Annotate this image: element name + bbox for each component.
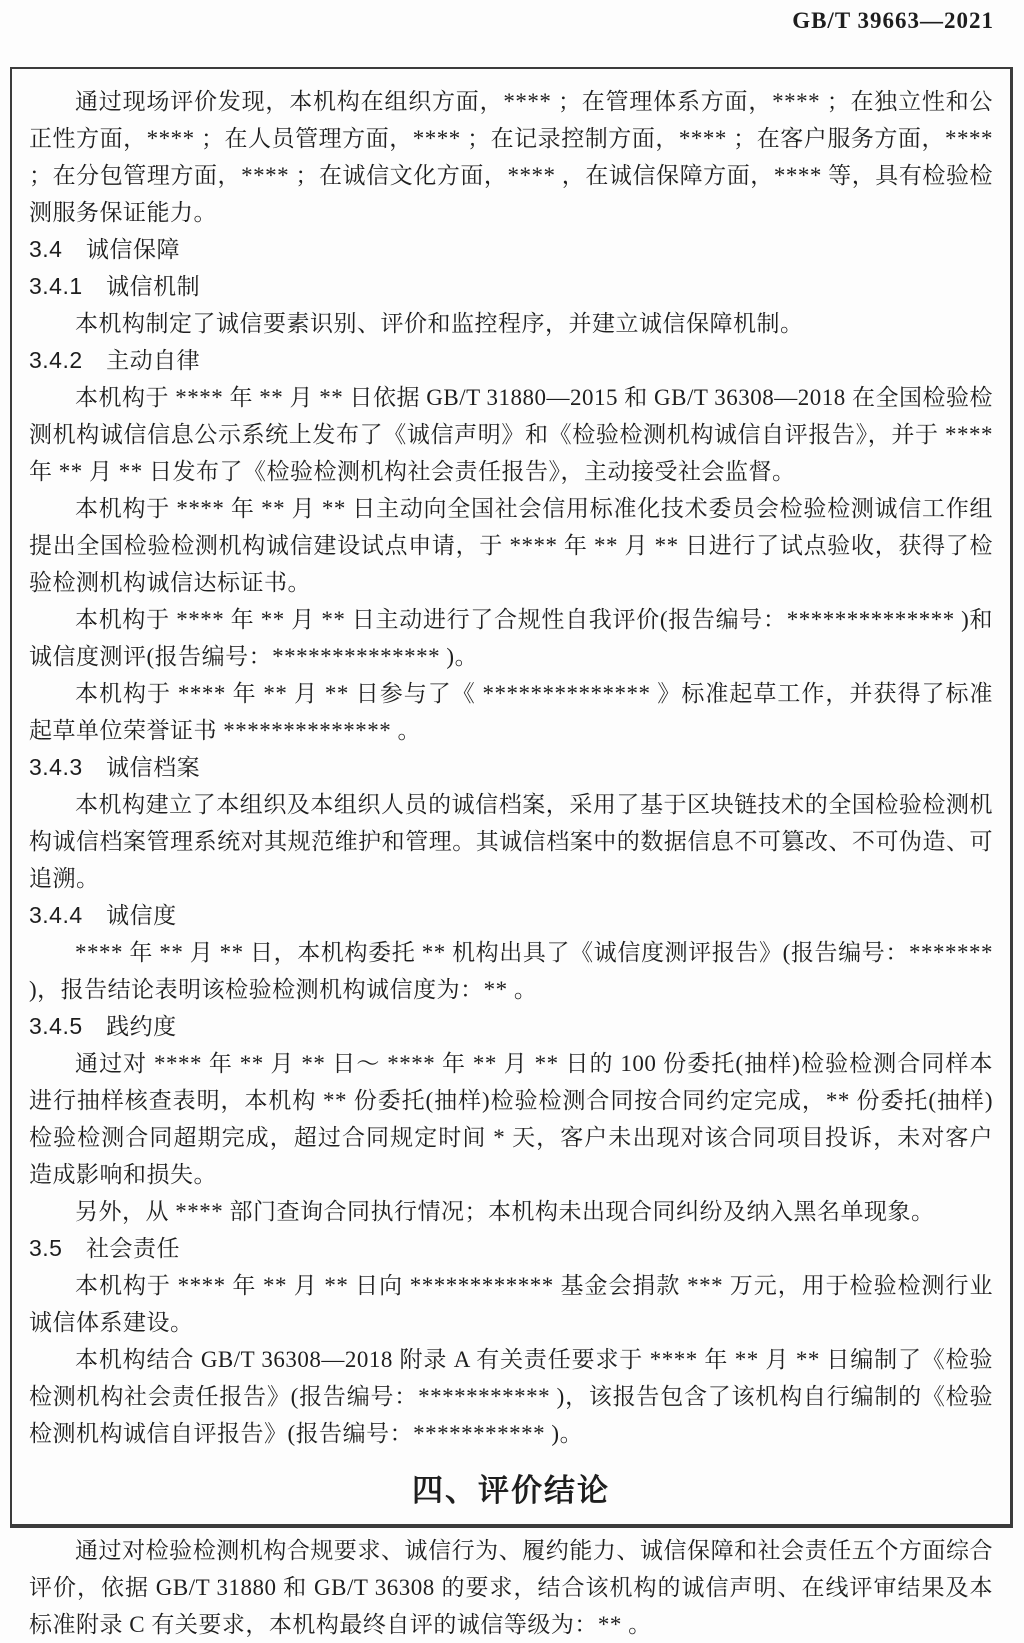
paragraph-integrity-degree-report: **** 年 ** 月 ** 日，本机构委托 ** 机构出具了《诚信度测评报告》(报告编号：******* )，报告结论表明该检验检测机构诚信度为：** 。 — [29, 940, 993, 1002]
paragraph-blockchain-archives: 本机构建立了本组织及本组织人员的诚信档案，采用了基于区块链技术的全国检验检测机构诚信档案管理系统对其规范维护和管理。其诚信档案中的数据信息不可篡改、不可伪造、可追溯。 — [29, 792, 993, 891]
clause-heading-3-4-3-integrity-archives: 3.4.3 诚信档案 — [29, 754, 201, 780]
section-heading-evaluation-conclusion: 四、评价结论 — [412, 1473, 610, 1508]
paragraph-onsite-evaluation-overview: 通过现场评价发现，本机构在组织方面，**** ；在管理体系方面，**** ；在独立性和公正性方面，**** ；在人员管理方面，**** ；在记录控制方面，**** ；在客户服务方面，**** ；在分包管理方面，**** ；在诚信文化方面，**** ，在诚信保障方面，**** 等，具有检验检测服务保证能力。 — [29, 89, 993, 225]
clause-heading-3-5-social-responsibility: 3.5 社会责任 — [29, 1235, 180, 1261]
paragraph-final-self-evaluation-grade: 通过对检验检测机构合规要求、诚信行为、履约能力、诚信保障和社会责任五个方面综合评价，依据 GB/T 31880 和 GB/T 36308 的要求，结合该机构的诚信声明、在线评审结果及本标准附录 C 有关要求，本机构最终自评的诚信等级为：** 。 — [29, 1538, 993, 1637]
clause-heading-3-4-2-self-discipline: 3.4.2 主动自律 — [29, 347, 201, 373]
paragraph-contract-dispute-query: 另外，从 **** 部门查询合同执行情况；本机构未出现合同纠纷及纳入黑名单现象。 — [75, 1199, 935, 1224]
standard-number-header: GB/T 39663—2021 — [792, 8, 994, 33]
paragraph-integrity-mechanism: 本机构制定了诚信要素识别、评价和监控程序，并建立诚信保障机制。 — [75, 311, 804, 336]
clause-heading-3-4-integrity-assurance: 3.4 诚信保障 — [29, 236, 180, 262]
document-border-box — [10, 67, 1013, 1637]
paragraph-compliance-self-evaluation: 本机构于 **** 年 ** 月 ** 日主动进行了合规性自我评价(报告编号：************** )和诚信度测评(报告编号：************** )。 — [29, 607, 993, 669]
clause-heading-3-4-5-contract-fulfillment: 3.4.5 践约度 — [29, 1013, 177, 1039]
paragraph-pilot-application-acceptance: 本机构于 **** 年 ** 月 ** 日主动向全国社会信用标准化技术委员会检验检测诚信工作组提出全国检验检测机构诚信建设试点申请，于 **** 年 ** 月 ** 日进行了试点验收，获得了检验检测机构诚信达标证书。 — [29, 496, 993, 595]
clause-heading-3-4-4-integrity-degree: 3.4.4 诚信度 — [29, 902, 177, 928]
paragraph-integrity-declaration-publication: 本机构于 **** 年 ** 月 ** 日依据 GB/T 31880—2015 和 GB/T 36308—2018 在全国检验检测机构诚信信息公示系统上发布了《诚信声明》和《检验检测机构诚信自评报告》，并于 **** 年 ** 月 ** 日发布了《检验检测机构社会责任报告》，主动接受社会监督。 — [29, 385, 993, 484]
paragraph-social-responsibility-report: 本机构结合 GB/T 36308—2018 附录 A 有关责任要求于 **** 年 ** 月 ** 日编制了《检验检测机构社会责任报告》(报告编号：*********** )，该报告包含了该机构自行编制的《检验检测机构诚信自评报告》(报告编号：*********** )。 — [29, 1347, 993, 1446]
clause-heading-3-4-1-integrity-mechanism: 3.4.1 诚信机制 — [29, 273, 201, 299]
paragraph-contract-sample-check: 通过对 **** 年 ** 月 ** 日～ **** 年 ** 月 ** 日的 100 份委托(抽样)检验检测合同样本进行抽样核查表明，本机构 ** 份委托(抽样)检验检测合同按合同约定完成，** 份委托(抽样)检验检测合同超期完成，超过合同规定时间 * 天，客户未出现对该合同项目投诉，未对客户造成影响和损失。 — [29, 1051, 993, 1187]
paragraph-foundation-donation: 本机构于 **** 年 ** 月 ** 日向 ************ 基金会捐款 *** 万元，用于检验检测行业诚信体系建设。 — [29, 1273, 993, 1335]
paragraph-standard-drafting-honor: 本机构于 **** 年 ** 月 ** 日参与了《 ************** 》标准起草工作，并获得了标准起草单位荣誉证书 ************** 。 — [29, 681, 993, 743]
